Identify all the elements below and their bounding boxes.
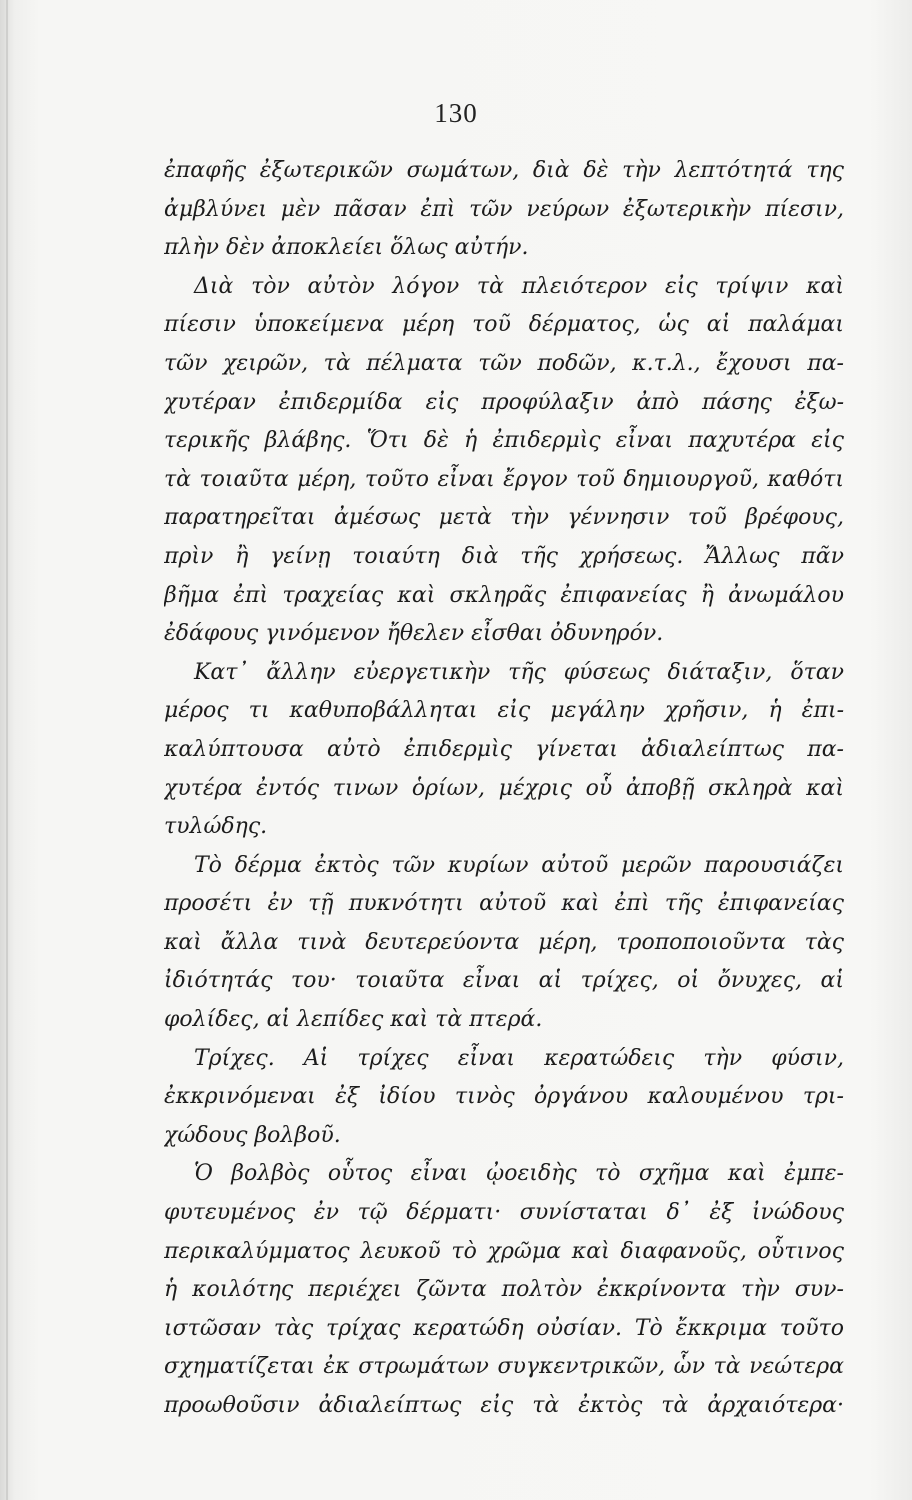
text-line: τῶν χειρῶν, τὰ πέλματα τῶν ποδῶν, κ.τ.λ., ἔχουσι πα-: [164, 350, 844, 376]
text-line: Διὰ τὸν αὐτὸν λόγον τὰ πλειότερον εἰς τρίψιν καὶ: [194, 273, 844, 299]
text-line: χυτέραν ἐπιδερμίδα εἰς προφύλαξιν ἀπὸ πάσης ἐξω-: [164, 389, 844, 415]
text-line: βῆμα ἐπὶ τραχείας καὶ σκληρᾶς ἐπιφανείας ἢ ἀνωμάλου: [164, 582, 844, 608]
text-line: ἐκκρινόμεναι ἐξ ἰδίου τινὸς ὀργάνου καλουμένου τρι-: [164, 1084, 844, 1110]
text-line: τερικῆς βλάβης. Ὅτι δὲ ἡ ἐπιδερμὶς εἶναι παχυτέρα εἰς: [164, 428, 844, 454]
text-line: Τὸ δέρμα ἐκτὸς τῶν κυρίων αὐτοῦ μερῶν παρουσιάζει: [194, 852, 844, 878]
text-line: φολίδες, αἱ λεπίδες καὶ τὰ πτερά.: [164, 1007, 543, 1033]
body-text: [164, 152, 844, 1426]
text-line: ἀμβλύνει μὲν πᾶσαν ἐπὶ τῶν νεύρων ἐξωτερικὴν πίεσιν,: [164, 196, 844, 222]
text-line: παρατηρεῖται ἀμέσως μετὰ τὴν γέννησιν τοῦ βρέφους,: [164, 505, 844, 531]
text-line: σχηματίζεται ἐκ στρωμάτων συγκεντρικῶν, ὧν τὰ νεώτερα: [164, 1354, 844, 1380]
text-line: Κατ᾽ ἄλλην εὐεργετικὴν τῆς φύσεως διάταξιν, ὅταν: [194, 659, 844, 685]
text-line: χυτέρα ἐντός τινων ὁρίων, μέχρις οὗ ἀποβῇ σκληρὰ καὶ: [164, 775, 844, 801]
text-line: τυλώδης.: [164, 814, 268, 840]
text-line: προσέτι ἐν τῇ πυκνότητι αὐτοῦ καὶ ἐπὶ τῆς ἐπιφανείας: [164, 891, 844, 917]
text-line: πλὴν δὲν ἀποκλείει ὅλως αὐτήν.: [164, 235, 529, 261]
text-line: Τρίχες. Αἱ τρίχες εἶναι κερατώδεις τὴν φύσιν,: [194, 1045, 844, 1071]
text-line: πίεσιν ὑποκείμενα μέρη τοῦ δέρματος, ὡς αἱ παλάμαι: [164, 312, 844, 338]
text-line: Ὁ βολβὸς οὗτος εἶναι ᾠοειδὴς τὸ σχῆμα καὶ ἐμπε-: [194, 1161, 844, 1187]
text-line: περικαλύμματος λευκοῦ τὸ χρῶμα καὶ διαφανοῦς, οὗτινος: [164, 1238, 844, 1264]
text-line: ιστῶσαν τὰς τρίχας κερατώδη οὐσίαν. Τὸ ἔκκριμα τοῦτο: [164, 1315, 844, 1341]
text-line: ἡ κοιλότης περιέχει ζῶντα πολτὸν ἐκκρίνοντα τὴν συν-: [164, 1277, 844, 1303]
page-gutter-edge: [6, 0, 8, 1500]
text-line: προωθοῦσιν ἀδιαλείπτως εἰς τὰ ἐκτὸς τὰ ἀρχαιότερα·: [164, 1393, 844, 1418]
text-line: μέρος τι καθυποβάλληται εἰς μεγάλην χρῆσιν, ἡ ἐπι-: [164, 698, 844, 724]
text-line: ἐδάφους γινόμενον ἤθελεν εἶσθαι ὀδυνηρόν.: [164, 621, 664, 647]
text-line: πρὶν ἢ γείνῃ τοιαύτη διὰ τῆς χρήσεως. Ἄλλως πᾶν: [164, 543, 844, 569]
text-line: χώδους βολβοῦ.: [164, 1122, 341, 1148]
text-line: τὰ τοιαῦτα μέρη, τοῦτο εἶναι ἔργον τοῦ δημιουργοῦ, καθότι: [164, 466, 844, 492]
page-number: 130: [434, 98, 478, 128]
text-line: καλύπτουσα αὐτὸ ἐπιδερμὶς γίνεται ἀδιαλείπτως πα-: [164, 736, 844, 762]
text-line: ἰδιότητάς του· τοιαῦτα εἶναι αἱ τρίχες, οἱ ὄνυχες, αἱ: [164, 968, 844, 994]
text-line: ἐπαφῆς ἐξωτερικῶν σωμάτων, διὰ δὲ τὴν λεπτότητά της: [164, 158, 844, 183]
text-line: φυτευμένος ἐν τῷ δέρματι· συνίσταται δ᾽ ἐξ ἰνώδους: [164, 1200, 844, 1226]
text-line: καὶ ἄλλα τινὰ δευτερεύοντα μέρη, τροποποιοῦντα τὰς: [164, 929, 844, 955]
